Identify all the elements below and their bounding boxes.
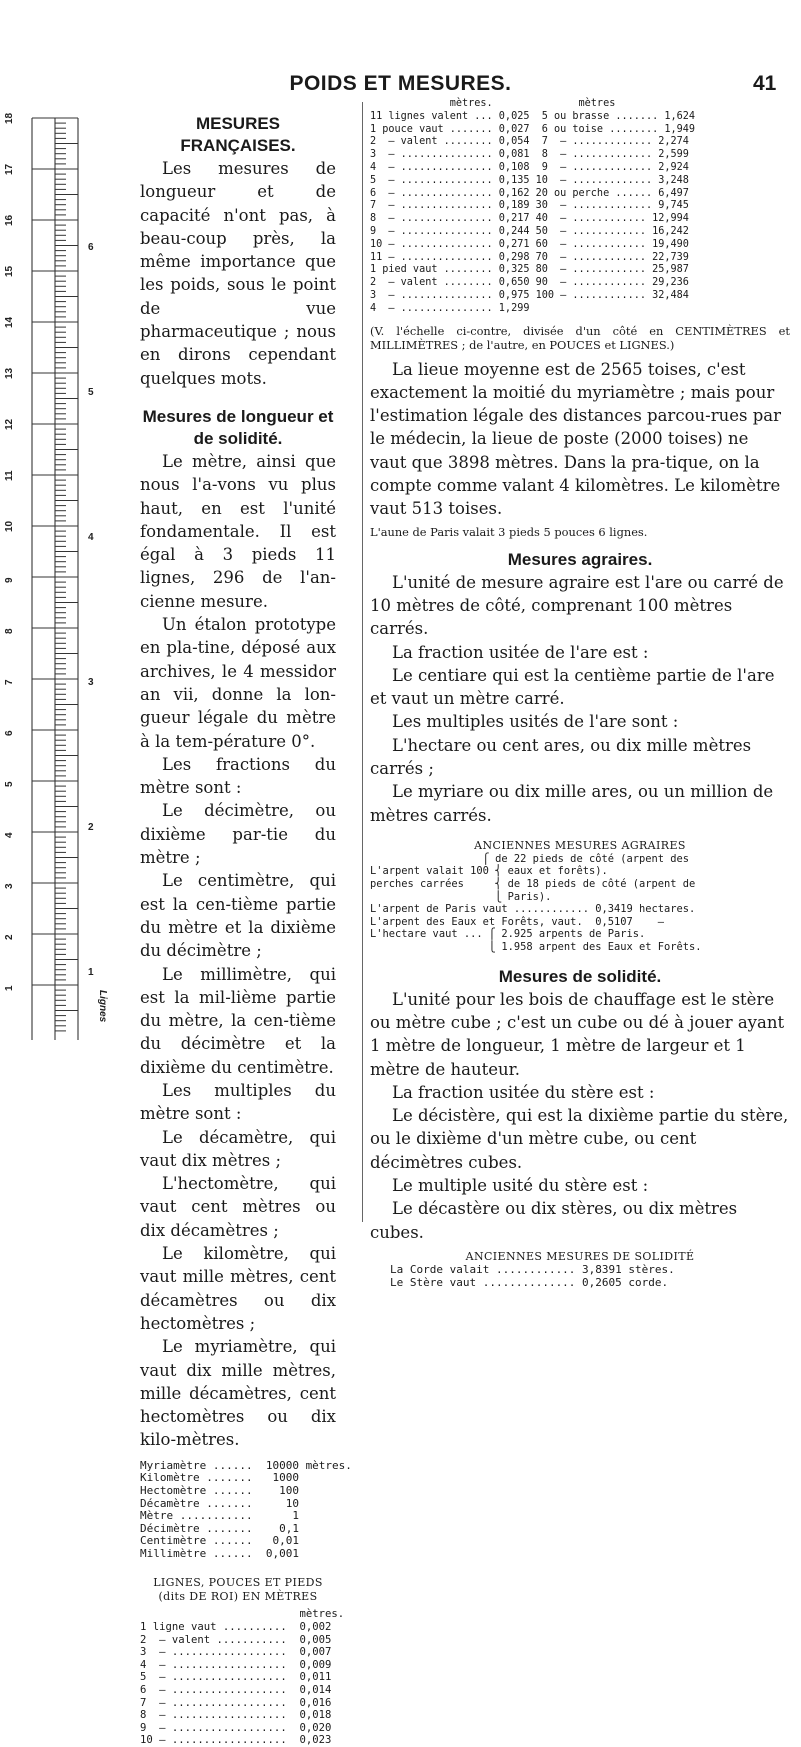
table-heading: ANCIENNES MESURES AGRAIRES	[474, 838, 686, 852]
paragraph: Le décistère, qui est la dixième partie du stère, ou le dixième d'un mètre cube, ou cent décimètres cubes.	[370, 1106, 789, 1172]
paragraph: Le décastère ou dix stères, ou dix mètres cubes.	[370, 1199, 738, 1242]
paragraph: Le kilomètre, qui vaut mille mètres, cent décamètres ou dix hectomètres ;	[140, 1244, 336, 1333]
ruler-label: 14	[4, 316, 15, 328]
metric-table: Myriamètre ...... 10000 mètres. Kilomètre ....... 1000 Hectomètre ...... 100 Décamètre ....... 10 Mètre ........... 1 Décimètre ....... 0,1 Centimètre ...... 0,01 Millimètre ...... 0,001	[140, 1458, 352, 1560]
ruler-label: 9	[4, 577, 15, 583]
subsection-title: Mesures agraires.	[507, 549, 653, 569]
measuring-ruler	[0, 90, 130, 1050]
ruler-label: 17	[4, 163, 15, 175]
ruler-inch-label: 1	[88, 967, 94, 978]
ruler-label: 5	[4, 781, 15, 787]
paragraph: Un étalon prototype en pla-tine, déposé aux archives, le 4 messidor an vii, donne la lon-gueur légale du mètre à la tem-pérature 0°.	[140, 615, 336, 751]
paragraph: Le décamètre, qui vaut dix mètres ;	[140, 1127, 336, 1170]
scale-note: (V. l'échelle ci-contre, divisée d'un côté en CENTIMÈTRES et MILLIMÈTRES ; de l'autre, en POUCES et LIGNES.)	[370, 323, 790, 352]
intro-paragraph: Les mesures de longueur et de capacité n'ont pas, à beau-coup près, la même importance que les poids, sous le point de vue pharmaceutique ; nous en dirons cependant quelques mots.	[140, 159, 336, 388]
ruler-label: 18	[4, 112, 15, 124]
subsection-title: Mesures de solidité.	[498, 966, 662, 986]
paragraph: Le myriamètre, qui vaut dix mille mètres, mille décamètres, cent hectomètres ou dix kilo-mètres.	[140, 1337, 336, 1450]
ruler-inch-label: 4	[88, 532, 94, 543]
paragraph: Le centimètre, qui est la cen-tième partie du mètre et la dixième du décimètre ;	[140, 871, 336, 961]
ruler-label: 11	[4, 470, 15, 481]
ruler-label: 8	[4, 628, 15, 634]
right-column	[370, 98, 790, 1289]
aune-note: L'aune de Paris valait 3 pieds 5 pouces 6 lignes.	[370, 524, 648, 539]
ruler-label: 7	[4, 679, 15, 685]
paragraph: L'hectomètre, qui vaut cent mètres ou dix décamètres ;	[140, 1174, 336, 1240]
paragraph: Le centiare qui est la centième partie de l'are et vaut un mètre carré.	[370, 665, 775, 709]
pieds-table: mètres. mètres 11 lignes valent ... 0,025 5 ou brasse ....... 1,624 1 pouce vaut ....... 0,027 6 ou toise ........ 1,949 2 — valent ........ 0,054 7 — ............. 2,274 3 — ............... 0,081 8 — ............. 2,599 4 — ............... 0,108 9 — ............. 2,924 5 — ............... 0,135 10 — ............. 3,248 6 — ............... 0,162 20 ou perche ...... 6,497 7 — ............... 0,189 30 — ............. 9,745 8 — ............... 0,217 40 — ............ 12,994 9 — ............... 0,244 50 — ............ 16,242 10 — ............... 0,271 60 — ............ 19,490 11 — ............... 0,298 70 — ............ 22,739 1 pied vaut ........ 0,325 80 — ............ 25,987 2 — valent ........ 0,650 90 — ............ 29,236 3 — ............... 0,975 100 — ............ 32,484 4 — ............... 1,299	[370, 98, 696, 314]
ruler-inch-label: 3	[88, 677, 94, 688]
paragraph: Le multiple usité du stère est :	[392, 1176, 649, 1196]
section-title: MESURES FRANÇAISES.	[180, 114, 296, 155]
lignes-table: mètres. 1 ligne vaut .......... 0,002 2 — valent ........... 0,005 3 — .................. 0,007 4 — .................. 0,009 5 — .................. 0,011 6 — .................. 0,014 7 — .................. 0,016 8 — .................. 0,018 9 — .................. 0,020 10 — .................. 0,023	[140, 1608, 345, 1747]
paragraph: Les fractions du mètre sont :	[140, 754, 336, 798]
ruler-inch-label: 2	[88, 822, 94, 833]
paragraph: Le décimètre, ou dixième par-tie du mètre ;	[140, 801, 336, 868]
paragraph: L'hectare ou cent ares, ou dix mille mètres carrés ;	[370, 735, 752, 778]
page-header: POIDS ET MESURES.	[289, 72, 512, 95]
page-number: 41	[753, 72, 777, 95]
paragraph: L'unité pour les bois de chauffage est le stère ou mètre cube ; c'est un cube ou dé à jouer ayant 1 mètre de longueur, 1 mètre de largeur et 1 mètre de hauteur.	[370, 989, 785, 1079]
ruler-word: Lignes	[97, 990, 108, 1023]
paragraph: La fraction usitée de l'are est :	[392, 642, 649, 662]
paragraph: La fraction usitée du stère est :	[392, 1082, 655, 1102]
agraires-table: ⎧ de 22 pieds de côté (arpent des L'arpent valait 100 ⎨ eaux et forêts). perches carrées ⎨ de 18 pieds de côté (arpent de ⎩ Paris). L'arpent de Paris vaut ............ 0,3419 hectares. L'arpent des Eaux et Forêts, vaut. 0,5107 — L'hectare vaut ... ⎧ 2.925 arpents de Paris. ⎩ 1.958 arpent des Eaux et Forêts.	[370, 852, 702, 954]
table-heading: ANCIENNES MESURES DE SOLIDITÉ	[465, 1249, 695, 1263]
ruler-label: 2	[4, 934, 15, 940]
ruler-label: 13	[4, 367, 15, 379]
ruler-label: 6	[4, 730, 15, 736]
ruler-inch-label: 6	[88, 242, 94, 253]
paragraph: Le millimètre, qui est la mil-lième partie du mètre, la cen-tième du décimètre et la dixième du centimètre.	[140, 964, 336, 1077]
solidite-table: La Corde valait ............ 3,8391 stères. Le Stère vaut .............. 0,2605 corde.	[390, 1262, 675, 1289]
ruler-inch-label: 5	[88, 387, 94, 398]
ruler-label: 4	[4, 832, 15, 838]
ruler-label: 16	[4, 214, 15, 226]
paragraph: Les multiples usités de l'are sont :	[392, 712, 679, 732]
table-heading: LIGNES, POUCES ET PIEDS (dits DE ROI) EN MÈTRES	[153, 1576, 323, 1604]
subsection-title: Mesures de longueur et de solidité.	[142, 406, 334, 448]
paragraph: Le myriare ou dix mille ares, ou un million de mètres carrés.	[370, 782, 774, 825]
ruler-label: 3	[4, 883, 15, 889]
paragraph: Les multiples du mètre sont :	[140, 1080, 336, 1124]
ruler-label: 12	[4, 418, 15, 430]
ruler-label: 10	[4, 520, 15, 532]
column-divider	[362, 102, 363, 1222]
ruler-label: 1	[4, 985, 15, 991]
ruler-label: 15	[4, 265, 15, 277]
paragraph: L'unité de mesure agraire est l'are ou carré de 10 mètres de côté, comprenant 100 mètres carrés.	[370, 572, 784, 639]
paragraph: Le mètre, ainsi que nous l'a-vons vu plus haut, en est l'unité fondamentale. Il est égal à 3 pieds 11 lignes, 296 de l'an-cienne mesure.	[140, 451, 336, 611]
left-column	[140, 113, 352, 1747]
paragraph: La lieue moyenne est de 2565 toises, c'est exactement la moitié du myriamètre ; mais pour l'estimation légale des distances parcou-rues par le médecin, la lieue de poste (2000 toises) ne vaut que 3898 mètres. Dans la pra-tique, on la compte comme valant 4 kilomètres. Le kilomètre vaut 513 toises.	[370, 359, 781, 519]
